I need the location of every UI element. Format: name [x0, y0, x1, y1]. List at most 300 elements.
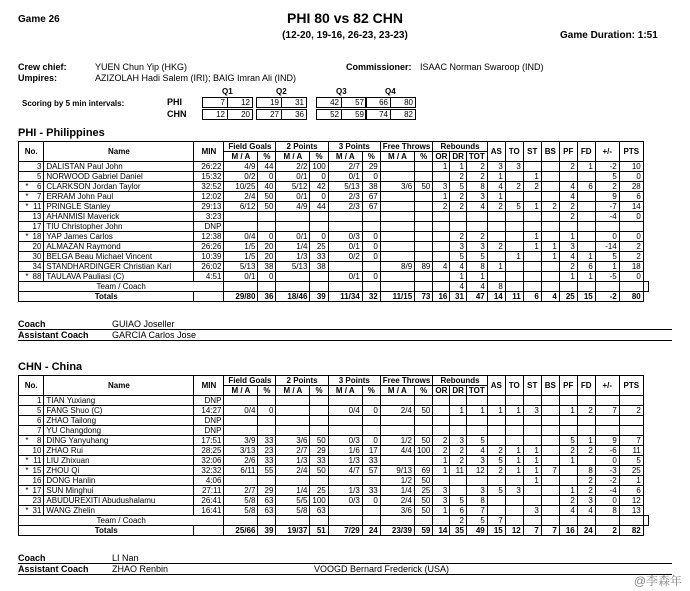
coach-label: Coach	[18, 319, 46, 329]
player-row	[19, 506, 649, 516]
stat-cell: 2	[433, 202, 450, 212]
stat-cell: 14	[619, 202, 643, 212]
coach-name: LI Nan	[112, 553, 139, 563]
column-header: +/-	[595, 142, 619, 162]
stat-cell: 5/12	[276, 182, 310, 192]
stat-cell	[362, 222, 380, 232]
game-label: Game 26	[18, 14, 60, 25]
stat-cell	[577, 192, 595, 202]
stat-cell	[433, 476, 450, 486]
stat-cell: 0	[258, 272, 276, 282]
stat-cell: 1	[541, 252, 559, 262]
stat-cell: 50	[258, 202, 276, 212]
stat-cell: 15:32	[194, 172, 224, 182]
stat-cell: 1	[577, 436, 595, 446]
assistant-coach-name: ZHAO Renbin	[112, 564, 169, 574]
stat-cell: 1	[559, 232, 577, 242]
stat-cell: 1	[523, 232, 541, 242]
stat-cell: 2	[619, 252, 643, 262]
stat-cell	[362, 416, 380, 426]
stat-cell	[380, 162, 414, 172]
stat-cell	[450, 486, 467, 496]
stat-cell	[541, 426, 559, 436]
stat-cell	[595, 416, 619, 426]
stat-cell	[310, 476, 328, 486]
stat-cell	[414, 516, 432, 526]
stat-cell: 16:41	[194, 506, 224, 516]
stat-cell	[577, 416, 595, 426]
interval-value: 31	[282, 98, 307, 108]
stat-cell: 31	[31, 506, 44, 516]
stat-cell	[523, 496, 541, 506]
crew-chief-label: Crew chief:	[18, 62, 67, 72]
stat-cell: 7	[487, 516, 505, 526]
player-row	[19, 162, 649, 172]
stat-cell: 0	[595, 456, 619, 466]
stat-cell: BELGA Beau Michael Vincent	[44, 252, 194, 262]
stat-cell: 4/4	[380, 446, 414, 456]
stat-cell	[380, 252, 414, 262]
stat-cell: 2/4	[380, 496, 414, 506]
stat-cell: 4	[466, 282, 487, 292]
stat-cell: 2	[619, 242, 643, 252]
stat-cell: 26:26	[194, 242, 224, 252]
player-row	[19, 252, 649, 262]
stat-cell: 9	[595, 436, 619, 446]
stat-cell: 5/8	[224, 506, 258, 516]
stat-cell	[258, 416, 276, 426]
team-coach-label: Team / Coach	[19, 282, 224, 292]
stat-cell	[380, 212, 414, 222]
stat-cell: 2	[559, 446, 577, 456]
interval-value: 12	[203, 110, 228, 120]
interval-quarter-label: Q2	[276, 87, 287, 96]
crew-chief: YUEN Chun Yip (HKG)	[95, 62, 188, 72]
stat-cell: 1	[577, 272, 595, 282]
stat-cell: 3	[433, 496, 450, 506]
stat-cell	[523, 282, 541, 292]
stat-cell: 50	[414, 476, 432, 486]
stat-cell: 29	[310, 446, 328, 456]
stat-cell	[577, 426, 595, 436]
column-subheader: %	[310, 386, 328, 396]
stat-cell	[380, 272, 414, 282]
stat-cell	[487, 496, 505, 506]
stat-cell	[595, 282, 619, 292]
stat-cell	[505, 426, 523, 436]
stat-cell	[194, 526, 224, 536]
stat-cell: 2	[523, 182, 541, 192]
stat-cell	[328, 416, 362, 426]
stat-cell	[19, 162, 31, 172]
stat-cell	[328, 212, 362, 222]
stat-cell: ZHOU Qi	[44, 466, 194, 476]
stat-cell: 1	[505, 252, 523, 262]
stat-cell: 31	[450, 292, 467, 302]
stat-cell	[414, 396, 432, 406]
stat-cell: 2	[466, 232, 487, 242]
stat-cell	[19, 262, 31, 272]
stat-cell: *	[19, 192, 31, 202]
player-row	[19, 436, 649, 446]
assistant-coach-name: GARCIA Carlos Jose	[112, 330, 197, 340]
player-row	[19, 416, 649, 426]
player-row	[19, 496, 649, 506]
stat-cell: TAULAVA Pauliasi (C)	[44, 272, 194, 282]
stat-cell	[433, 282, 450, 292]
player-row	[19, 456, 649, 466]
stat-cell: 3	[523, 506, 541, 516]
stat-cell	[619, 222, 643, 232]
stat-cell: -4	[595, 486, 619, 496]
interval-cells	[365, 109, 416, 120]
stat-cell	[310, 426, 328, 436]
stat-cell: 3	[487, 162, 505, 172]
stat-cell: 24	[577, 526, 595, 536]
stat-cell: 11/15	[380, 292, 414, 302]
stat-cell: 44	[258, 162, 276, 172]
stat-cell: 11	[505, 292, 523, 302]
stat-cell: 2	[619, 406, 643, 416]
stat-cell	[414, 416, 432, 426]
stat-cell	[559, 466, 577, 476]
player-row	[19, 486, 649, 496]
stat-cell: 4	[433, 262, 450, 272]
interval-cells	[202, 97, 253, 108]
stat-cell	[505, 396, 523, 406]
stat-cell	[595, 396, 619, 406]
stat-cell: 35	[450, 526, 467, 536]
team-stats-table	[18, 141, 649, 302]
stat-cell: 36	[258, 292, 276, 302]
stat-cell	[505, 192, 523, 202]
stat-cell: 73	[415, 292, 433, 302]
stat-cell: 4/7	[328, 466, 362, 476]
stat-cell: 7	[541, 526, 559, 536]
stat-cell	[541, 396, 559, 406]
stat-cell: 1	[541, 242, 559, 252]
stat-cell: 1	[466, 406, 487, 416]
stat-cell	[619, 282, 643, 292]
stat-cell: 38	[310, 262, 328, 272]
stat-cell: 3	[466, 192, 487, 202]
stat-cell: 4/9	[224, 162, 258, 172]
stat-cell	[541, 232, 559, 242]
stat-cell	[450, 416, 467, 426]
stat-cell: 20	[31, 242, 44, 252]
stat-cell	[433, 516, 450, 526]
stat-cell: 27:11	[194, 486, 224, 496]
column-header: AS	[487, 376, 505, 396]
stat-cell: 30	[31, 252, 44, 262]
stat-cell: 2	[450, 172, 467, 182]
stat-cell	[433, 222, 450, 232]
stat-cell: 0/1	[276, 172, 310, 182]
stat-cell	[619, 516, 643, 526]
stat-cell: 29	[258, 486, 276, 496]
player-row	[19, 446, 649, 456]
interval-team-label: CHN	[167, 109, 187, 119]
stat-cell	[415, 252, 433, 262]
stat-cell: 0/3	[328, 232, 362, 242]
stat-cell: 12	[466, 466, 487, 476]
stat-cell: 5	[31, 406, 44, 416]
stat-cell: 6	[577, 262, 595, 272]
column-subheader: %	[310, 152, 328, 162]
stat-cell: 89	[415, 262, 433, 272]
stat-cell: 2	[466, 172, 487, 182]
stat-cell	[487, 436, 505, 446]
stat-cell	[380, 222, 414, 232]
team-coach-row	[19, 516, 649, 526]
stat-cell: 0/1	[276, 232, 310, 242]
column-subheader: OR	[433, 152, 450, 162]
stat-cell: 17:51	[194, 436, 224, 446]
stat-cell: 0	[362, 272, 380, 282]
stat-cell	[541, 446, 559, 456]
stat-cell: 11	[619, 446, 643, 456]
stat-cell: 5	[450, 496, 467, 506]
stat-cell	[541, 212, 559, 222]
interval-value: 82	[391, 110, 416, 120]
stat-cell: 7	[619, 436, 643, 446]
stat-cell	[258, 476, 276, 486]
stat-cell	[328, 506, 362, 516]
stat-cell	[310, 416, 328, 426]
stat-cell: DONG Hanlin	[44, 476, 194, 486]
column-header: Field Goals	[224, 142, 276, 152]
stat-cell	[523, 192, 541, 202]
interval-cells	[316, 97, 367, 108]
interval-value: 7	[203, 98, 228, 108]
stat-cell: 9	[595, 192, 619, 202]
column-subheader: DR	[450, 386, 467, 396]
stat-cell	[328, 262, 362, 272]
interval-cells	[202, 109, 253, 120]
stat-cell	[310, 406, 328, 416]
stat-cell: 3/13	[224, 446, 258, 456]
stat-cell	[415, 202, 433, 212]
stat-cell: 4	[466, 446, 487, 456]
column-subheader: OR	[433, 386, 450, 396]
stat-cell: 55	[258, 466, 276, 476]
stat-cell: 2/3	[328, 192, 362, 202]
stat-cell: 4	[559, 506, 577, 516]
stat-cell: 0/4	[328, 406, 362, 416]
stat-cell	[362, 506, 380, 516]
stat-cell: 67	[362, 202, 380, 212]
stat-cell: 0	[310, 232, 328, 242]
stat-cell: 3	[450, 242, 467, 252]
stat-cell: 0	[362, 252, 380, 262]
stat-cell: 17	[362, 446, 380, 456]
stat-cell: 2	[577, 486, 595, 496]
stat-cell: *	[19, 436, 31, 446]
stat-cell: ZHAO Rui	[44, 446, 194, 456]
stat-cell: 6	[31, 416, 44, 426]
stat-cell: 2	[577, 476, 595, 486]
assistant-coach-name-2: VOOGD Bernard Frederick (USA)	[314, 564, 450, 574]
stat-cell	[523, 222, 541, 232]
stat-cell	[505, 172, 523, 182]
stat-cell	[541, 476, 559, 486]
stat-cell: DNP	[194, 396, 224, 406]
stat-cell: 1	[487, 192, 505, 202]
stat-cell	[328, 476, 362, 486]
stat-cell: YU Changdong	[44, 426, 194, 436]
interval-value: 42	[317, 98, 342, 108]
stat-cell	[466, 416, 487, 426]
stat-cell: 1/4	[276, 242, 310, 252]
stat-cell: 29	[362, 162, 380, 172]
stat-cell	[505, 476, 523, 486]
stat-cell: 16	[31, 476, 44, 486]
stat-cell	[276, 396, 310, 406]
stat-cell	[433, 272, 450, 282]
stat-cell: 12	[505, 526, 523, 536]
stat-cell: 24	[362, 526, 380, 536]
stat-cell: 4/9	[276, 202, 310, 212]
stat-cell: 50	[415, 182, 433, 192]
stat-cell: 4	[559, 182, 577, 192]
stat-cell: 0/1	[224, 272, 258, 282]
stat-cell: 14	[433, 526, 450, 536]
stat-cell: 0	[258, 232, 276, 242]
stat-cell	[523, 416, 541, 426]
stat-cell: 1	[31, 396, 44, 406]
stat-cell: 5	[487, 486, 505, 496]
column-header: BS	[541, 142, 559, 162]
stat-cell: 1/5	[224, 252, 258, 262]
stat-cell	[276, 426, 310, 436]
stat-cell: 49	[466, 526, 487, 536]
stat-cell: 2	[487, 242, 505, 252]
stat-cell: 32	[362, 292, 380, 302]
stat-cell	[414, 426, 432, 436]
stat-cell: ALMAZAN Raymond	[44, 242, 194, 252]
stat-cell: 8	[577, 466, 595, 476]
stat-cell	[19, 496, 31, 506]
stat-cell	[541, 222, 559, 232]
stat-cell	[505, 212, 523, 222]
player-row	[19, 476, 649, 486]
player-row	[19, 466, 649, 476]
stat-cell	[541, 182, 559, 192]
stat-cell	[577, 282, 595, 292]
stat-cell: 1	[505, 406, 523, 416]
stat-cell	[19, 416, 31, 426]
column-subheader: TOT	[466, 386, 487, 396]
stat-cell	[505, 222, 523, 232]
stat-cell	[487, 222, 505, 232]
stat-cell: 18	[31, 232, 44, 242]
stat-cell: *	[19, 202, 31, 212]
stat-cell: 5	[487, 456, 505, 466]
stat-cell: 1	[559, 272, 577, 282]
stat-cell	[541, 456, 559, 466]
stat-cell: *	[19, 182, 31, 192]
stat-cell	[380, 242, 414, 252]
stat-cell: 26:41	[194, 496, 224, 506]
stat-cell	[258, 212, 276, 222]
stat-cell: 1	[450, 272, 467, 282]
stat-cell: 50	[310, 436, 328, 446]
stat-cell	[224, 282, 258, 292]
stat-cell	[276, 212, 310, 222]
stat-cell	[541, 272, 559, 282]
stat-cell: 2/7	[224, 486, 258, 496]
stat-cell: 5/13	[276, 262, 310, 272]
stat-cell: 2	[559, 262, 577, 272]
stat-cell: 17	[31, 222, 44, 232]
stat-cell	[487, 506, 505, 516]
stat-cell	[380, 282, 414, 292]
stat-cell	[466, 212, 487, 222]
stat-cell	[450, 396, 467, 406]
stat-cell	[487, 426, 505, 436]
stat-cell: 20	[258, 242, 276, 252]
stat-cell: 2	[595, 182, 619, 192]
stat-cell: 1	[559, 406, 577, 416]
player-row	[19, 262, 649, 272]
stat-cell: 1	[523, 172, 541, 182]
stat-cell	[523, 162, 541, 172]
stat-cell: 0	[310, 172, 328, 182]
stat-cell: DING Yanyuhang	[44, 436, 194, 446]
stat-cell: 32:32	[194, 466, 224, 476]
stat-cell: 8	[595, 506, 619, 516]
stat-cell	[505, 516, 523, 526]
column-subheader: M / A	[224, 152, 258, 162]
stat-cell: 8	[487, 282, 505, 292]
stat-cell	[415, 172, 433, 182]
stat-cell	[487, 396, 505, 406]
column-header: Rebounds	[433, 142, 487, 152]
stat-cell: 1	[523, 446, 541, 456]
stat-cell: 15	[487, 526, 505, 536]
stat-cell	[258, 282, 276, 292]
coach-name: GUIAO Joseller	[112, 319, 175, 329]
stat-cell	[487, 252, 505, 262]
stat-cell: 1	[523, 456, 541, 466]
stat-cell: 1	[450, 162, 467, 172]
stat-cell: 2	[433, 436, 450, 446]
stat-cell	[559, 282, 577, 292]
stat-cell: TIU Christopher John	[44, 222, 194, 232]
interval-quarter-label: Q3	[336, 87, 347, 96]
stat-cell: FANG Shuo (C)	[44, 406, 194, 416]
column-subheader: DR	[450, 152, 467, 162]
stat-cell	[19, 252, 31, 262]
stat-cell	[577, 516, 595, 526]
player-row	[19, 396, 649, 406]
stat-cell: 2	[559, 202, 577, 212]
stat-cell: 69	[414, 466, 432, 476]
watermark: @李森年	[633, 574, 682, 588]
stat-cell: 2/2	[276, 162, 310, 172]
stat-cell: 23	[31, 496, 44, 506]
stat-cell	[559, 222, 577, 232]
stat-cell	[258, 222, 276, 232]
stat-cell: 4	[450, 262, 467, 272]
player-row	[19, 222, 649, 232]
interval-value: 57	[342, 98, 367, 108]
stat-cell: 5/5	[276, 496, 310, 506]
stat-cell	[487, 476, 505, 486]
stat-cell	[380, 396, 414, 406]
stat-cell	[380, 516, 414, 526]
stat-cell	[310, 396, 328, 406]
